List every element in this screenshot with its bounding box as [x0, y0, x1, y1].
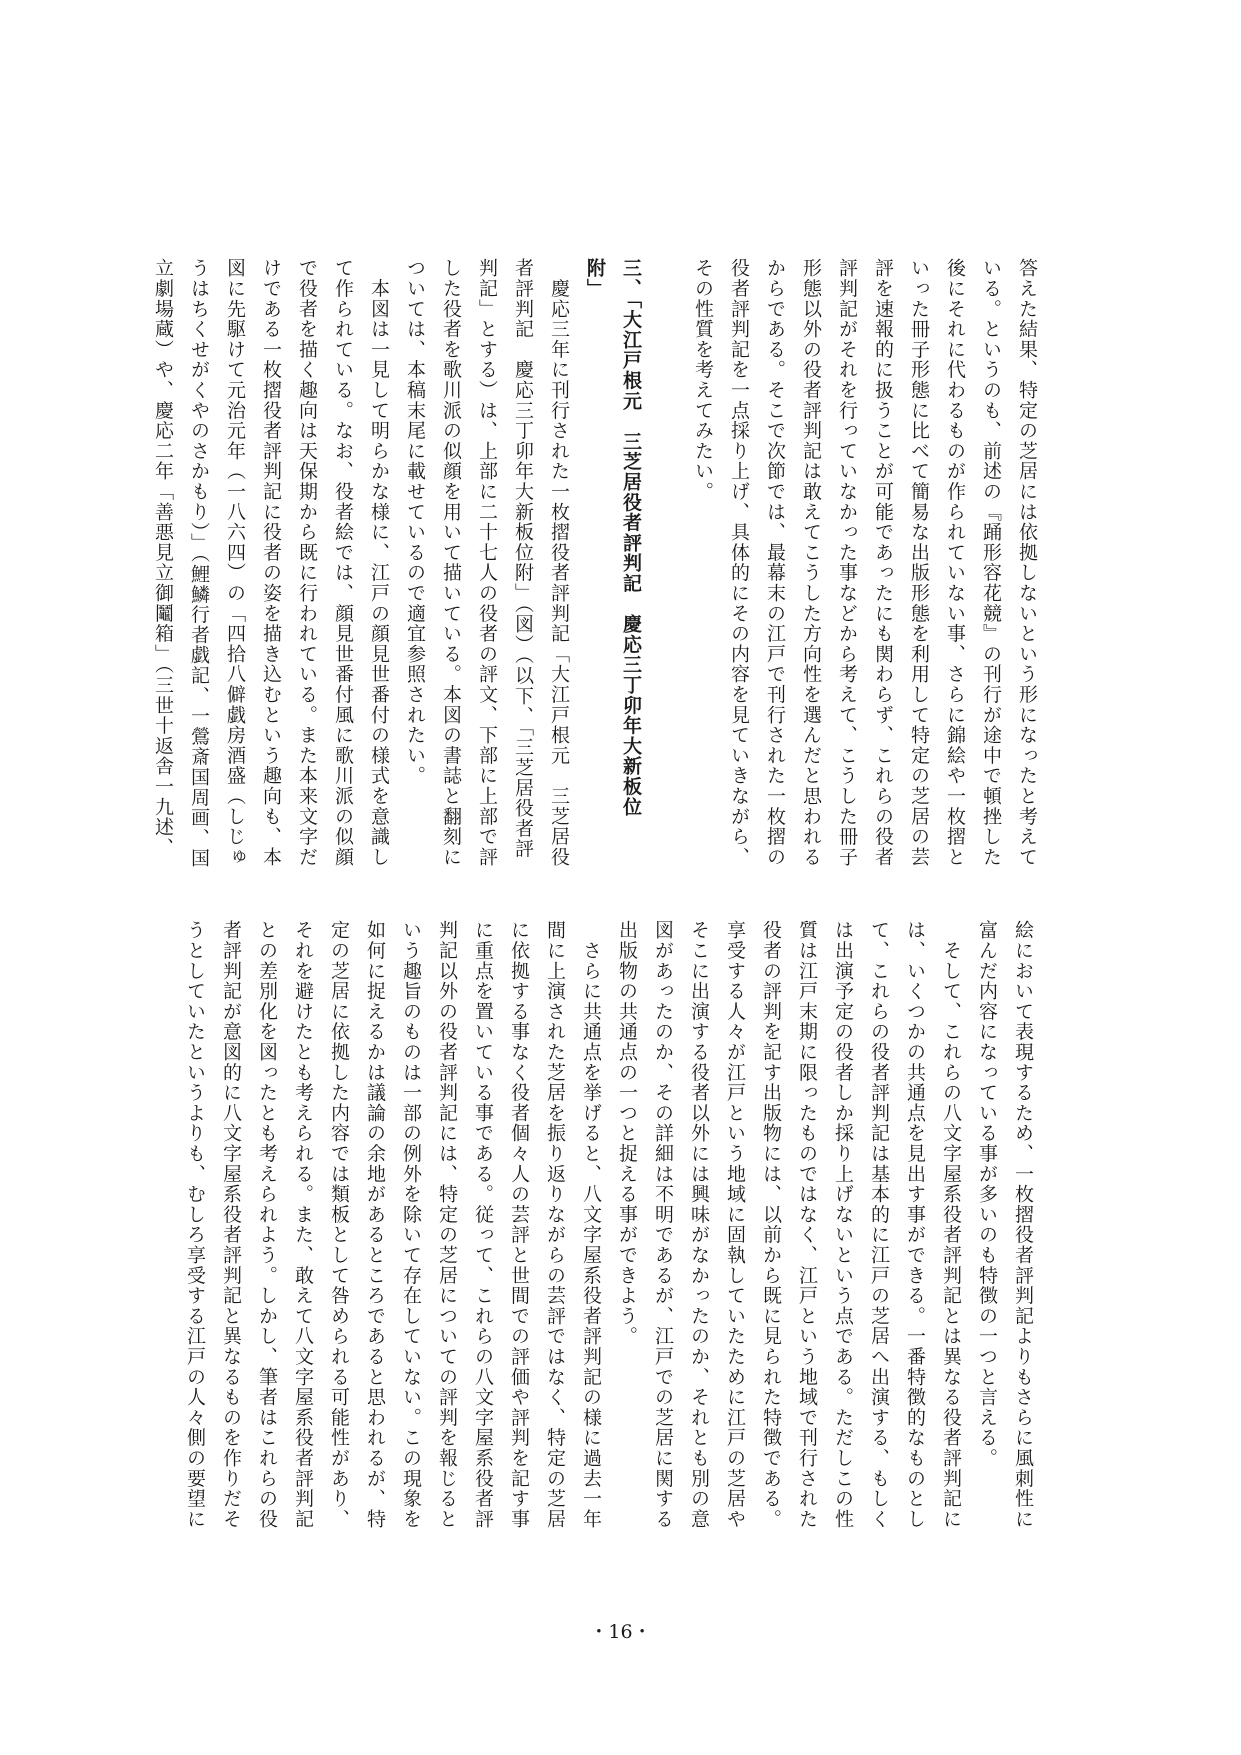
- text-line: いう趣旨のものは一部の例外を除いて存在していない。この現象を: [400, 920, 422, 1529]
- text-line: 役者評判記を一点採り上げ、具体的にその内容を見ていきながら、: [728, 258, 750, 867]
- text-line: 者評判記が意図的に八文字屋系役者評判記と異なるものを作りだそ: [220, 920, 242, 1529]
- section-heading-line: 附」: [584, 258, 606, 299]
- text-line: で役者を描く趣向は天保期から既に行われている。また本来文字だ: [296, 258, 318, 867]
- text-line: 形態以外の役者評判記は敢えてこうした方向性を選んだと思われる: [800, 258, 822, 867]
- text-line: て作られている。なお、役者絵では、顔見世番付風に歌川派の似顔: [332, 258, 354, 867]
- text-line: 図に先駆けて元治元年（一八六四）の「四拾八僻戯房酒盛（しじゅ: [224, 258, 246, 867]
- text-line: は出演予定の役者しか採り上げないという点である。ただしこの性: [832, 920, 854, 1529]
- text-line: との差別化を図ったとも考えられよう。しかし、筆者はこれらの役: [256, 920, 278, 1529]
- text-line: 質は江戸末期に限ったものではなく、江戸という地域で刊行された: [796, 920, 818, 1529]
- section-heading-line: 三、「大江戸根元 三芝居役者評判記 慶応三丁卯年大新板位: [620, 258, 642, 817]
- text-line: 定の芝居に依拠した内容では類板として咎められる可能性があり、: [328, 920, 350, 1529]
- text-line: て、これらの役者評判記は基本的に江戸の芝居へ出演する、もしく: [868, 920, 890, 1529]
- text-line: 慶応三年に刊行された一枚摺役者評判記「大江戸根元 三芝居役: [548, 258, 570, 867]
- text-line: は、いくつかの共通点を見出す事ができる。一番特徴的なものとし: [904, 920, 926, 1529]
- text-line: 享受する人々が江戸という地域に固執していたために江戸の芝居や: [724, 920, 746, 1529]
- text-line: 答えた結果、特定の芝居には依拠しないという形になったと考えて: [1016, 258, 1038, 867]
- text-line: さらに共通点を挙げると、八文字屋系役者評判記の様に過去一年: [580, 920, 602, 1529]
- text-line: 図があったのか、その詳細は不明であるが、江戸での芝居に関する: [652, 920, 674, 1529]
- text-line: いる。というのも、前述の『踊形容花競』の刊行が途中で頓挫した: [980, 258, 1002, 867]
- text-line: うはちくせがくやのさかもり）」（鯉鱗行者戯記、一鶯斎国周画、国: [188, 258, 210, 869]
- page-number: ・16・: [589, 1621, 652, 1643]
- text-line: いった冊子形態に比べて簡易な出版形態を利用して特定の芝居の芸: [908, 258, 930, 867]
- text-line: 後にそれに代わるものが作られていない事、さらに錦絵や一枚摺と: [944, 258, 966, 867]
- text-column-block-upper: [152, 258, 1045, 914]
- text-line: に重点を置いている事である。従って、これらの八文字屋系役者評: [472, 920, 494, 1529]
- text-line: からである。そこで次節では、最幕末の江戸で刊行された一枚摺の: [764, 258, 786, 867]
- text-column-block-lower: [184, 920, 1041, 1582]
- text-line: その性質を考えてみたい。: [692, 258, 714, 502]
- text-line: 者評判記 慶応三丁卯年大新板位附」（図）（以下、「三芝居役者評: [512, 258, 534, 859]
- text-line: 立劇場蔵）や、慶応二年「善悪見立御鬮箱」（三世十返舎一九述、: [152, 258, 174, 858]
- text-line: 役者の評判を記す出版物には、以前から既に見られた特徴である。: [760, 920, 782, 1529]
- text-line: ついては、本稿末尾に載せているので適宜参照されたい。: [404, 258, 426, 786]
- text-line: 間に上演された芝居を振り返りながらの芸評ではなく、特定の芝居: [544, 920, 566, 1529]
- text-line: 如何に捉えるかは議論の余地があるところであると思われるが、特: [364, 920, 386, 1529]
- text-line: そして、これらの八文字屋系役者評判記とは異なる役者評判記に: [940, 920, 962, 1529]
- text-line: 評を速報的に扱うことが可能であったにも関わらず、これらの役者: [872, 258, 894, 867]
- text-line: に依拠する事なく役者個々人の芸評と世間での評価や評判を記す事: [508, 920, 530, 1529]
- text-line: 出版物の共通点の一つと捉える事ができよう。: [616, 920, 638, 1347]
- text-line: 富んだ内容になっている事が多いのも特徴の一つと言える。: [976, 920, 998, 1469]
- text-line: うとしていたというよりも、むしろ享受する江戸の人々側の要望に: [184, 920, 206, 1529]
- text-line: 本図は一見して明らかな様に、江戸の顔見世番付の様式を意識し: [368, 258, 390, 867]
- text-line: そこに出演する役者以外には興味がなかったのか、それとも別の意: [688, 920, 710, 1529]
- text-line: それを避けたとも考えられる。また、敢えて八文字屋系役者評判記: [292, 920, 314, 1529]
- text-line: けである一枚摺役者評判記に役者の姿を描き込むという趣向も、本: [260, 258, 282, 867]
- text-line: 判記」とする）は、上部に二十七人の役者の評文、下部に上部で評: [476, 258, 498, 867]
- text-line: [649, 258, 685, 914]
- text-line: 評判記がそれを行っていなかった事などから考えて、こうした冊子: [836, 258, 858, 867]
- text-line: 絵において表現するため、一枚摺役者評判記よりもさらに風刺性に: [1012, 920, 1034, 1529]
- text-line: した役者を歌川派の似顔を用いて描いている。本図の書誌と翻刻に: [440, 258, 462, 867]
- text-line: 判記以外の役者評判記には、特定の芝居についての評判を報じると: [436, 920, 458, 1529]
